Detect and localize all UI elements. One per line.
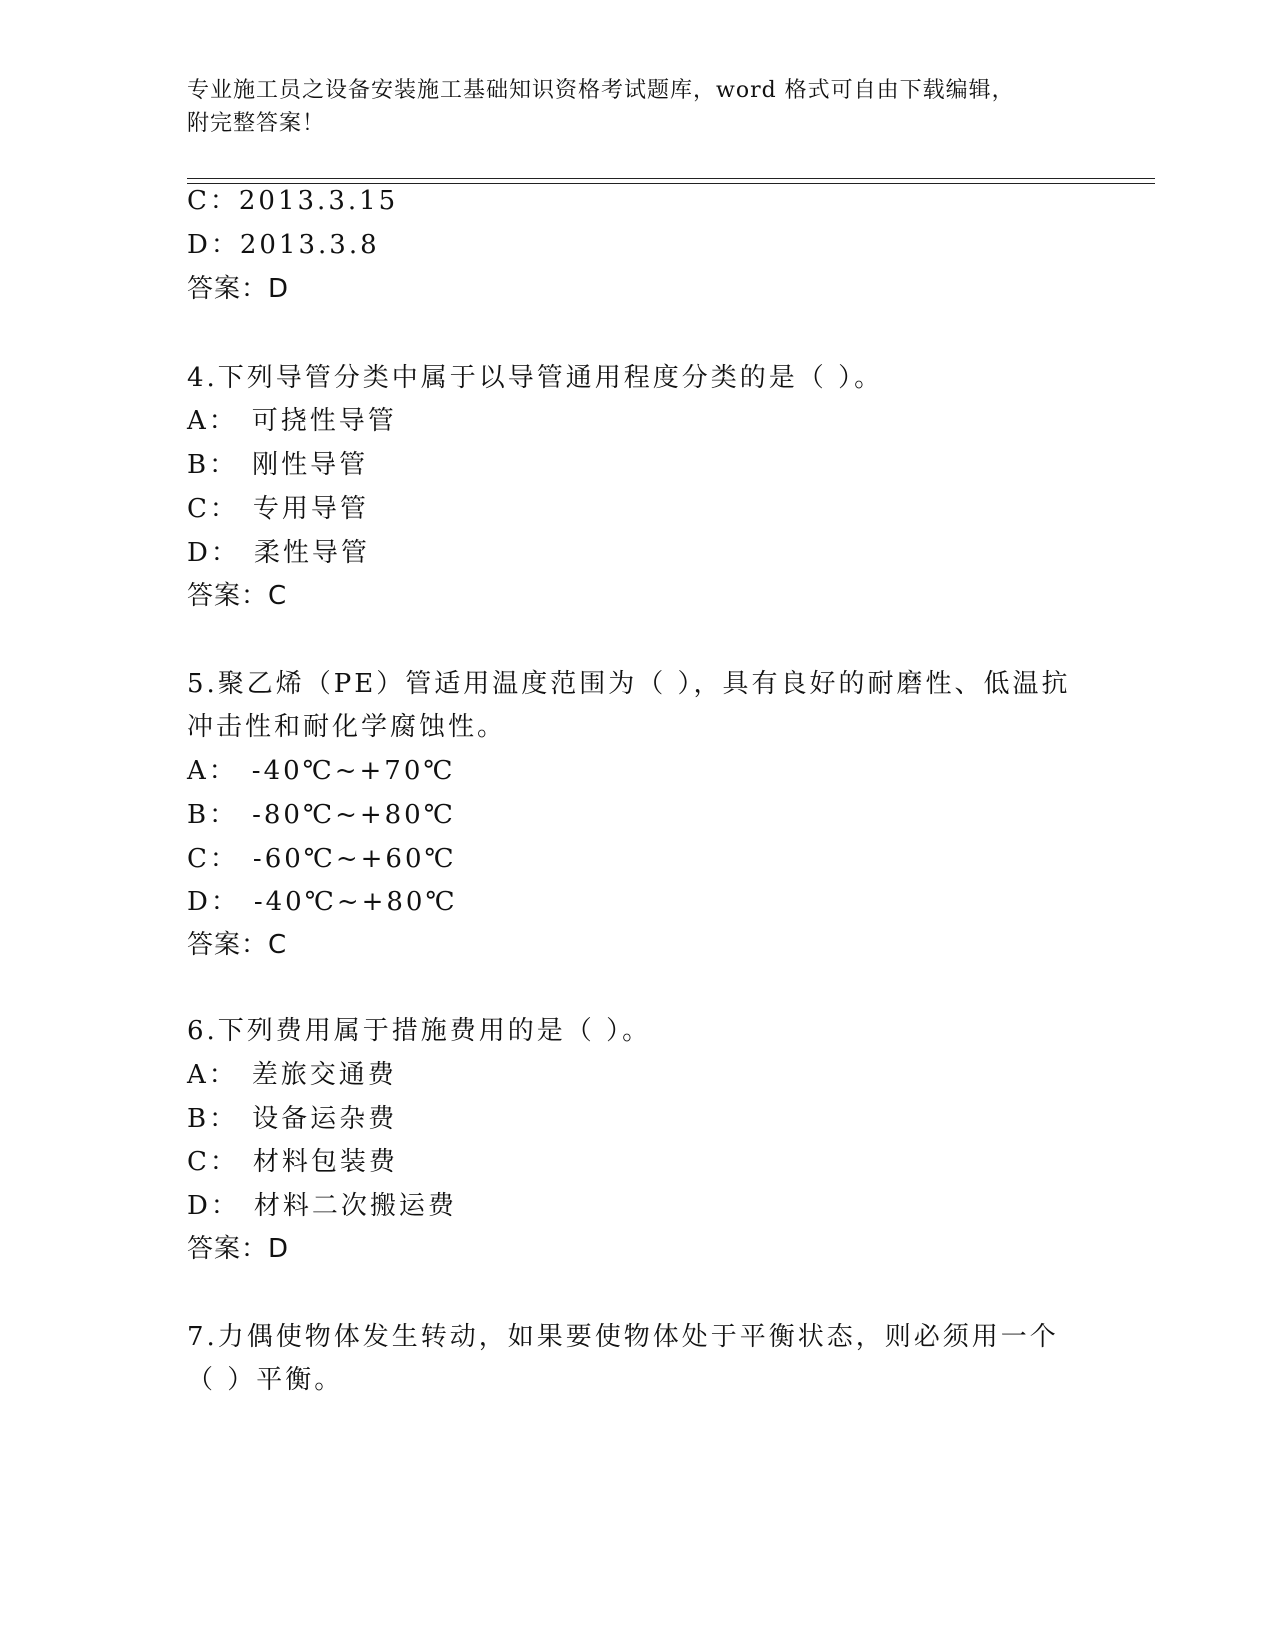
option-text: 刚性导管	[252, 450, 369, 480]
question-7-line-2: （ ）平衡。	[187, 1365, 344, 1395]
option-key: D：	[187, 1191, 240, 1221]
q6-option-c	[187, 1145, 398, 1179]
option-text: -60℃~+60℃	[252, 844, 457, 874]
q6-option-a	[187, 1058, 397, 1092]
q4-option-b	[187, 448, 368, 482]
option-text: 可挠性导管	[251, 406, 397, 436]
q5-option-d	[187, 885, 458, 919]
option-text: -80℃~+80℃	[252, 800, 456, 830]
question-4: 4.下列导管分类中属于以导管通用程度分类的是（ ）。	[187, 363, 884, 393]
option-text: 柔性导管	[253, 538, 370, 568]
header-title-line-1: 专业施工员之设备安装施工基础知识资格考试题库，word 格式可自由下载编辑，	[187, 78, 1015, 103]
q4-answer: 答案：C	[187, 581, 288, 611]
q4-option-a	[187, 404, 397, 438]
q4-option-c	[187, 492, 369, 526]
q6-option-b	[187, 1102, 397, 1136]
prev-option-d: D：2013.3.8	[187, 230, 380, 260]
question-5-line-1: 5.聚乙烯（PE）管适用温度范围为（ ），具有良好的耐磨性、低温抗	[187, 669, 1071, 699]
prev-answer: 答案：D	[187, 274, 290, 304]
q5-answer: 答案：C	[187, 930, 288, 960]
q5-option-b	[187, 798, 456, 832]
option-text: 材料二次搬运费	[253, 1191, 457, 1221]
q4-option-d	[187, 536, 370, 570]
option-text: 专用导管	[252, 494, 369, 524]
option-key: A：	[187, 756, 238, 786]
option-text: -40℃~+80℃	[253, 887, 458, 917]
header-title-line-2: 附完整答案！	[187, 111, 326, 136]
option-key: B：	[187, 450, 239, 480]
question-5-line-2: 冲击性和耐化学腐蚀性。	[187, 712, 507, 742]
question-7-line-1: 7.力偶使物体发生转动，如果要使物体处于平衡状态，则必须用一个	[187, 1322, 1059, 1352]
option-key: A：	[187, 1060, 238, 1090]
option-key: D：	[187, 538, 240, 568]
option-text: -40℃~+70℃	[251, 756, 456, 786]
prev-option-c: C：2013.3.15	[187, 186, 399, 216]
q5-option-c	[187, 842, 457, 876]
q6-answer: 答案：D	[187, 1234, 290, 1264]
option-key: D：	[187, 887, 240, 917]
option-text: 设备运杂费	[252, 1104, 398, 1134]
document-header	[187, 74, 1087, 140]
option-text: 差旅交通费	[251, 1060, 397, 1090]
option-key: B：	[187, 1104, 239, 1134]
option-key: B：	[187, 800, 239, 830]
question-6: 6.下列费用属于措施费用的是（ ）。	[187, 1016, 652, 1046]
option-key: A：	[187, 406, 238, 436]
option-text: 材料包装费	[252, 1147, 398, 1177]
option-key: C：	[187, 1147, 239, 1177]
q5-option-a	[187, 754, 455, 788]
option-key: C：	[187, 494, 239, 524]
q6-option-d	[187, 1189, 457, 1223]
option-key: C：	[187, 844, 239, 874]
